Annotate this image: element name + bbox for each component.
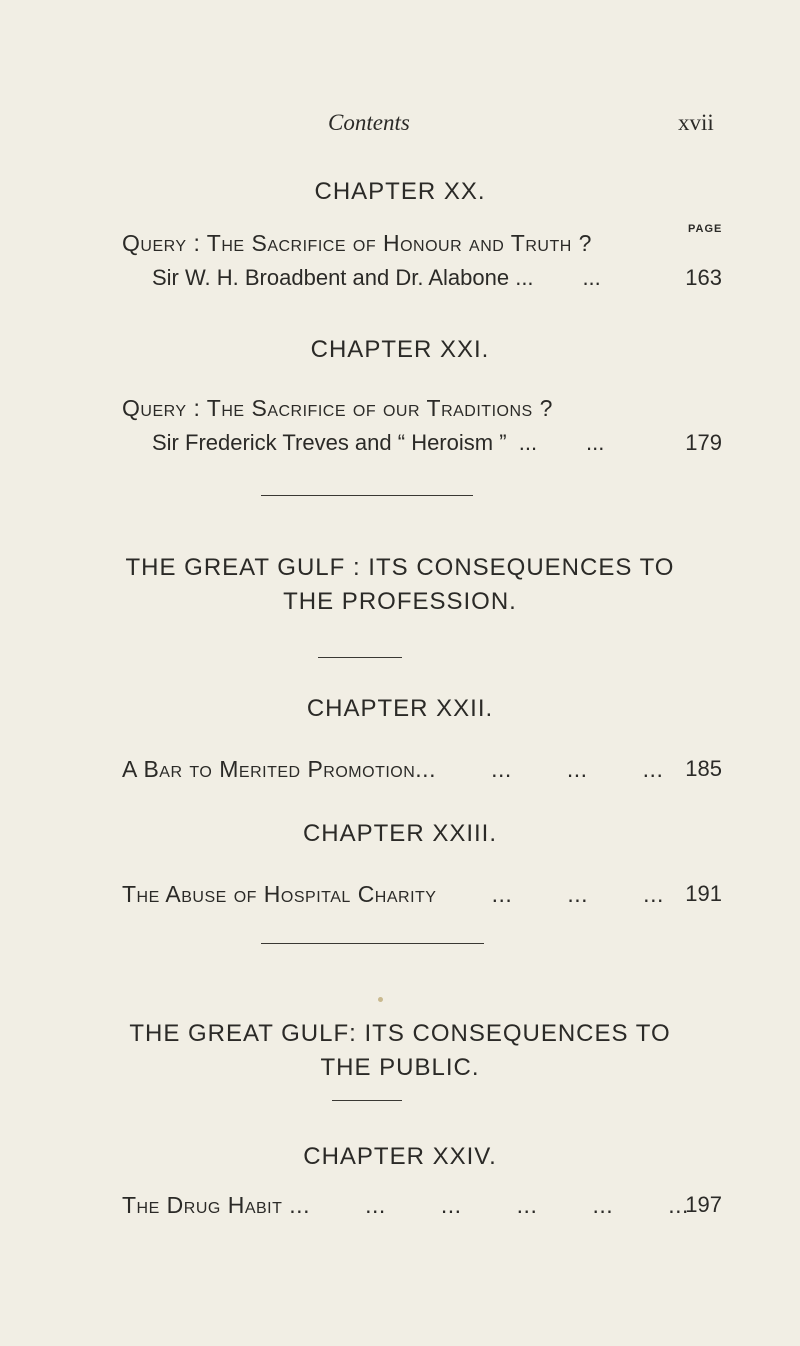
chapter-heading: CHAPTER XXIII. [302,820,498,847]
toc-entry [122,395,722,425]
entry-page: 197 [685,1192,722,1217]
entry-title: The Abuse of Hospital Charity ... ... ... [122,881,664,907]
section-heading-line: THE GREAT GULF: ITS CONSEQUENCES TO [129,1020,671,1047]
entry-title: A Bar to Merited Promotion... ... ... ... [122,756,664,782]
entry-title: Query : The Sacrifice of our Traditions ? [122,395,553,421]
section-heading [0,1017,800,1085]
entry-page: 185 [685,756,722,781]
section-divider [261,495,473,496]
entry-title: Sir W. H. Broadbent and Dr. Alabone ... ... [152,265,601,290]
toc-entry [122,230,722,260]
entry-page: 163 [685,265,722,290]
toc-entry [122,1192,722,1222]
chapter-heading: CHAPTER XXII. [306,695,494,722]
entry-page: 191 [685,881,722,906]
page-number: xvii [678,110,714,135]
section-heading [0,551,800,619]
section-divider [261,943,484,944]
entry-page: 179 [685,430,722,455]
ink-speck [378,997,383,1002]
section-divider [332,1100,402,1101]
page-column-label: PAGE [688,223,723,235]
entry-title: Sir Frederick Treves and “ Heroism ” ... ... [152,430,605,455]
section-heading-line: THE GREAT GULF : ITS CONSEQUENCES TO [125,554,675,581]
toc-entry [152,430,722,460]
chapter-heading: CHAPTER XX. [314,178,486,205]
section-heading-line: THE PUBLIC. [320,1054,480,1081]
entry-title: Query : The Sacrifice of Honour and Truth ? [122,230,592,256]
toc-entry [122,881,722,911]
chapter-heading: CHAPTER XXIV. [303,1143,497,1170]
running-title: Contents [328,110,410,135]
section-heading-line: THE PROFESSION. [283,588,517,615]
toc-entry [122,756,722,786]
toc-entry [152,265,722,295]
section-divider [318,657,402,658]
chapter-heading: CHAPTER XXI. [310,336,490,363]
entry-title: The Drug Habit ... ... ... ... ... ... [122,1192,689,1218]
